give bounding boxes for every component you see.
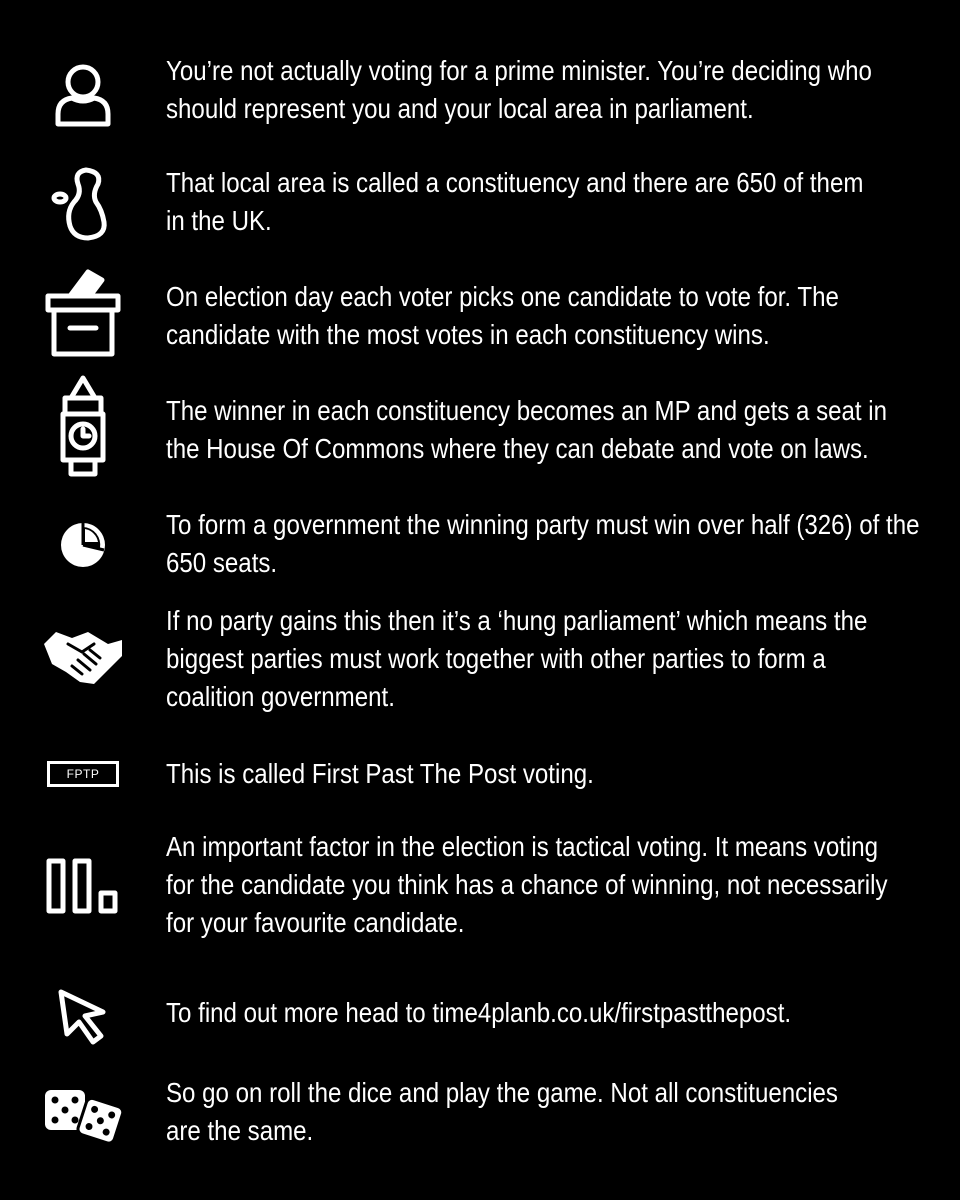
- pie-chart-icon: [38, 520, 128, 570]
- info-text-1: You’re not actually voting for a prime minister. You’re deciding who should represent you and your local area in parliament.: [166, 55, 872, 124]
- bar-chart-icon: [38, 850, 128, 920]
- handshake-icon: [38, 620, 128, 690]
- info-text-6: If no party gains this then it’s a ‘hung parliament’ which means the biggest parties must work together with other parties to form a coalition government.: [166, 605, 868, 712]
- fptp-label-icon: [38, 759, 128, 789]
- info-text-9: To find out more head to time4planb.co.uk/firstpastthepost.: [166, 997, 792, 1028]
- info-text-10: So go on roll the dice and play the game. Not all constituencies are the same.: [166, 1077, 838, 1146]
- cursor-icon: [38, 986, 128, 1046]
- person-icon: [38, 60, 128, 130]
- info-text-4: The winner in each constituency becomes an MP and gets a seat in the House Of Commons where they can debate and vote on laws.: [166, 395, 888, 464]
- info-text-8: An important factor in the election is tactical voting. It means voting for the candidate you think has a chance of winning, not necessarily for your favourite candidate.: [166, 831, 888, 938]
- dice-icon: [38, 1080, 128, 1150]
- info-text-5: To form a government the winning party must win over half (326) of the 650 seats.: [166, 509, 920, 578]
- info-text-3: On election day each voter picks one candidate to vote for. The candidate with the most votes in each constituency wins.: [166, 281, 839, 350]
- info-text-7: This is called First Past The Post voting.: [166, 758, 594, 789]
- constituency-map-icon: [38, 164, 128, 244]
- info-text-2: That local area is called a constituency and there are 650 of them in the UK.: [166, 167, 864, 236]
- ballot-box-icon: [38, 266, 128, 362]
- fptp-box: FPTP: [47, 761, 119, 787]
- big-ben-icon: [38, 374, 128, 480]
